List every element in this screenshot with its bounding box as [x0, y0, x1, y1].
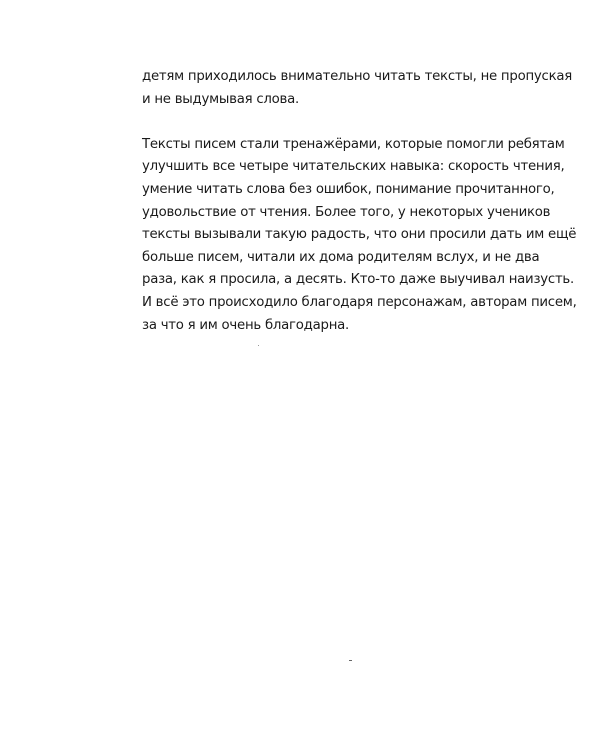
text-line: детям приходилось внимательно читать тексты, не пропуская — [142, 69, 573, 84]
text-line: И всё это происходило благодаря персонажам, авторам писем, — [142, 294, 577, 310]
text-line: тексты вызывали такую радость, что они просили дать им ещё — [142, 227, 577, 243]
text-line: Тексты писем стали тренажёрами, которые помогли ребятам — [142, 136, 565, 152]
scan-speck — [349, 660, 352, 661]
scan-speck — [258, 345, 259, 346]
text-line: удовольствие от чтения. Более того, у некоторых учеников — [142, 204, 551, 220]
document-body — [142, 66, 577, 360]
text-line: и не выдумывая слова. — [142, 91, 300, 107]
text-line: больше писем, читали их дома родителям вслух, и не два — [142, 249, 540, 265]
text-line: улучшить все четыре читательских навыка: скорость чтения, — [142, 159, 565, 175]
paragraph — [142, 134, 577, 337]
paragraph — [142, 66, 577, 111]
text-line: за что я им очень благодарна. — [142, 317, 350, 333]
text-line: раза, как я просила, а десять. Кто-то даже выучивал наизусть. — [142, 272, 575, 288]
text-line: умение читать слова без ошибок, понимание прочитанного, — [142, 181, 555, 197]
